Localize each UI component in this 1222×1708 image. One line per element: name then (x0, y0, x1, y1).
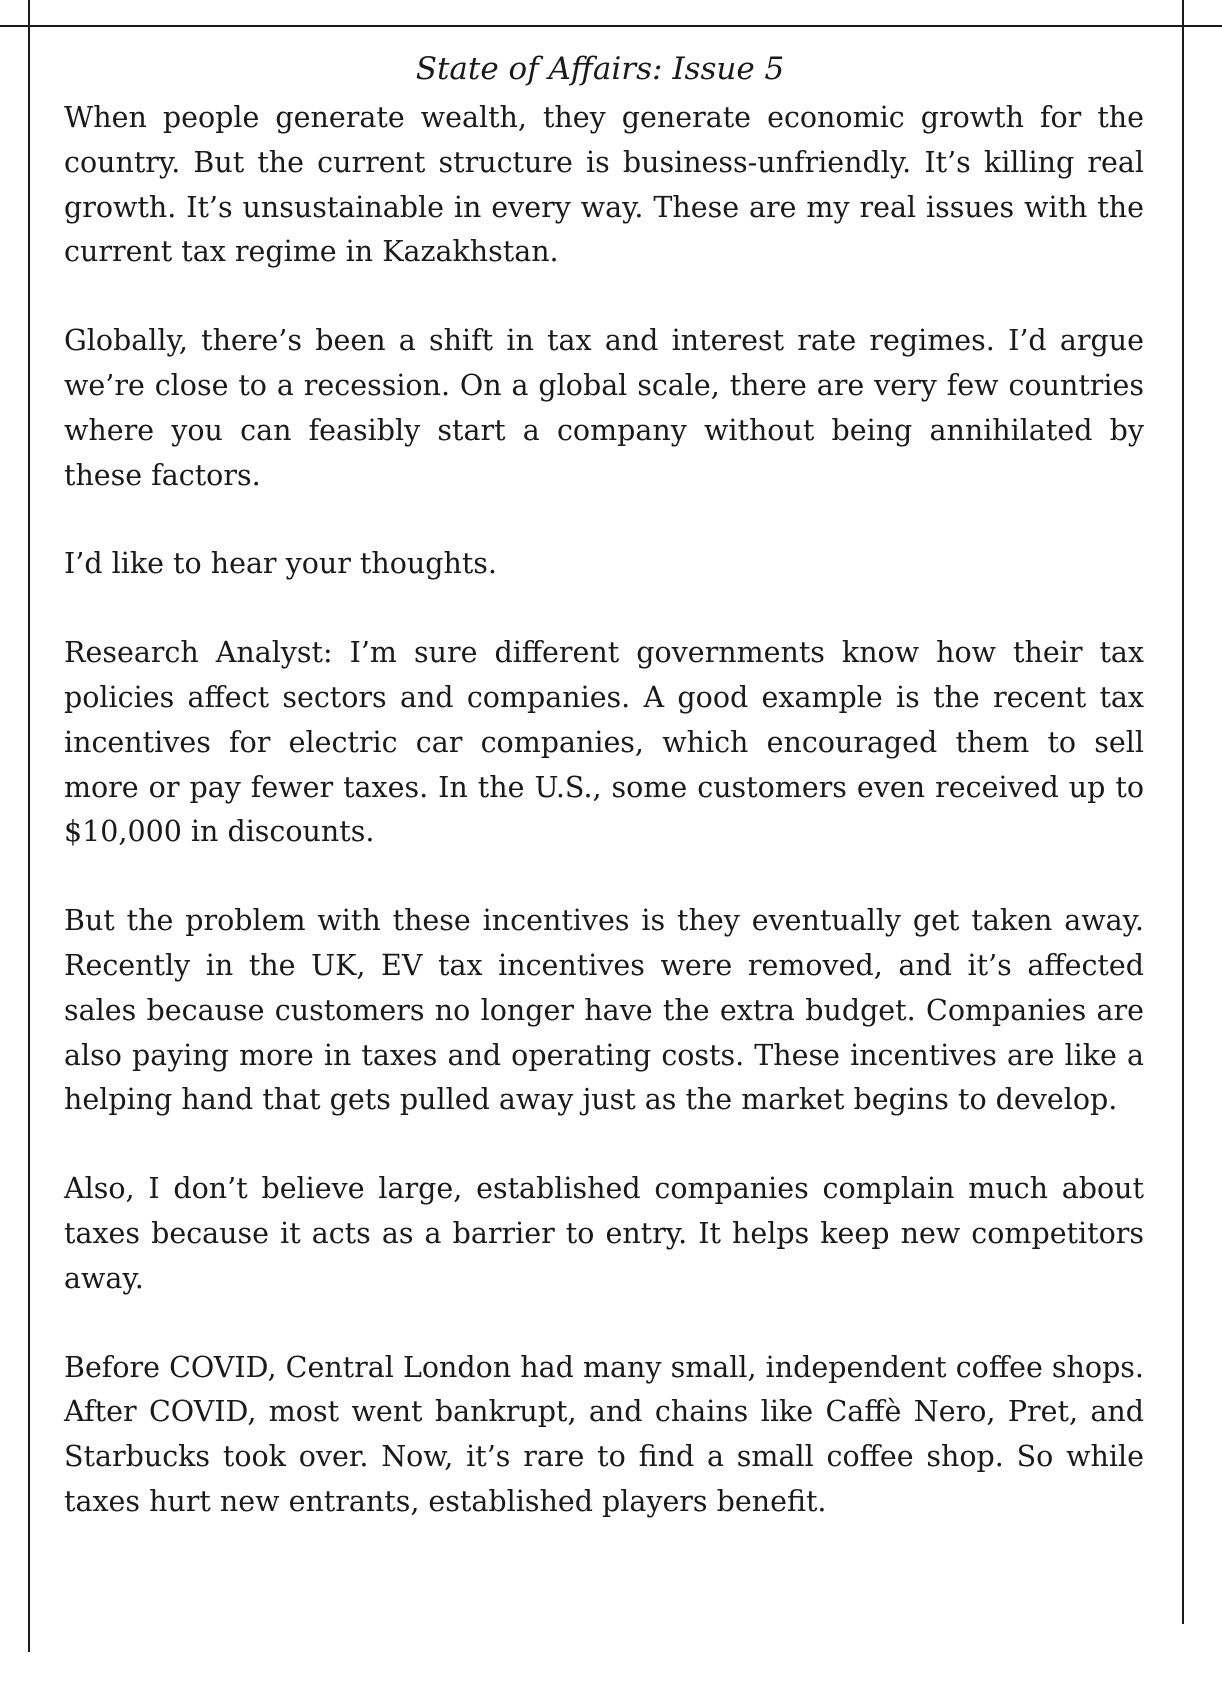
page-border-right (1182, 0, 1184, 1624)
paragraph-research-analyst: Research Analyst: I’m sure different governments know how their tax policies affect sectors and companies. A good example is the recent tax incentives for electric car companies, which encouraged them to sell more or pay fewer taxes. In the U.S., some customers even received up to $10,000 in discounts. (64, 636, 1144, 849)
page-border-left (28, 0, 30, 1652)
paragraph-incentives-removed: But the problem with these incentives is they eventually get taken away. Recently in the UK, EV tax incentives were removed, and it’s affected sales because customers no longer have the extra budget. Companies are also paying more in taxes and operating costs. These incentives are like a helping hand that gets pulled away just as the market begins to develop. (64, 904, 1144, 1117)
document-title: State of Affairs: Issue 5 (415, 51, 785, 87)
paragraph-barrier-to-entry: Also, I don’t believe large, established companies complain much about taxes because it acts as a barrier to entry. It helps keep new competitors away. (64, 1172, 1144, 1295)
paragraph-coffee-shops: Before COVID, Central London had many small, independent coffee shops. After COVID, most went bankrupt, and chains like Caffè Nero, Pret, and Starbucks took over. Now, it’s rare to find a small coffee shop. So while taxes hurt new entrants, established players benefit. (64, 1350, 1144, 1518)
paragraph-hear-thoughts: I’d like to hear your thoughts. (64, 547, 497, 581)
page-border-top (0, 25, 1222, 27)
paragraph-wealth-growth: When people generate wealth, they generate economic growth for the country. But the current structure is business-unfriendly. It’s killing real growth. It’s unsustainable in every way. These are my real issues with the current tax regime in Kazakhstan. (64, 101, 1144, 269)
paragraph-global-shift: Globally, there’s been a shift in tax and interest rate regimes. I’d argue we’re close to a recession. On a global scale, there are very few countries where you can feasibly start a company without being annihilated by these factors. (64, 324, 1144, 492)
document-page (64, 44, 1144, 1569)
